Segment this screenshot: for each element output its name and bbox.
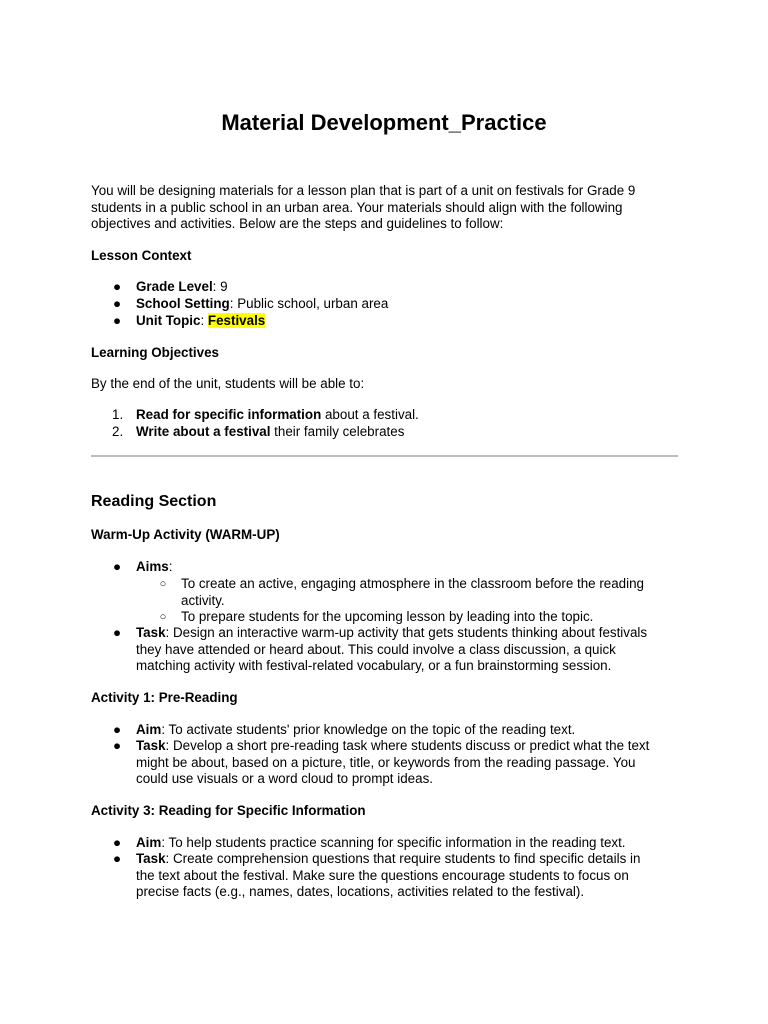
aim-text: : To activate students' prior knowledge on the topic of the reading text. <box>161 722 576 737</box>
intro-line: You will be designing materials for a lesson plan that is part of a unit on festivals for Grade 9 <box>91 183 636 198</box>
grade-level-value: : 9 <box>212 279 228 294</box>
bullet-icon: ● <box>112 835 122 850</box>
activity3-aim-item <box>136 835 626 852</box>
grade-level-item <box>136 279 228 296</box>
unit-topic-label: Unit Topic <box>136 313 201 328</box>
task-line: might be about, based on a picture, title, or keywords from the reading passage. You <box>136 754 636 770</box>
objective-bold: Read for specific information <box>136 407 322 422</box>
bullet-icon: ● <box>112 279 122 294</box>
warmup-heading: Warm-Up Activity (WARM-UP) <box>91 527 280 542</box>
warmup-task-item <box>136 625 647 675</box>
aims-suffix: : <box>168 559 173 574</box>
task-line: could use visuals or a word cloud to prompt ideas. <box>136 771 433 786</box>
warmup-aims-item <box>136 559 172 576</box>
aim-label: Aim <box>136 722 162 737</box>
aim-subitem-line: To prepare students for the upcoming lesson by leading into the topic. <box>181 609 594 624</box>
activity1-task-item <box>136 738 649 788</box>
activity1-heading: Activity 1: Pre-Reading <box>91 690 238 705</box>
task-label: Task <box>136 625 166 640</box>
task-text: : Develop a short pre-reading task where students discuss or predict what the text <box>165 738 650 753</box>
learning-objectives-heading: Learning Objectives <box>91 345 219 360</box>
school-setting-label: School Setting <box>136 296 230 311</box>
task-line: precise facts (e.g., names, dates, locations, activities related to the festival). <box>136 884 585 899</box>
task-line: matching activity with festival-related vocabulary, or a fun brainstorming session. <box>136 658 612 673</box>
intro-line: students in a public school in an urban area. Your materials should align with the following <box>91 199 623 215</box>
activity1-aim-item <box>136 722 575 739</box>
list-number: 2. <box>112 424 124 439</box>
aim-subitem-line: To create an active, engaging atmosphere in the classroom before the reading <box>181 576 645 591</box>
unit-topic-item <box>136 313 265 330</box>
unit-topic-separator: : <box>200 313 208 328</box>
school-setting-item <box>136 296 388 313</box>
school-setting-value: : Public school, urban area <box>229 296 389 311</box>
circle-bullet-icon: ○ <box>159 578 167 590</box>
lesson-context-heading: Lesson Context <box>91 248 192 263</box>
objective-bold: Write about a festival <box>136 424 271 439</box>
aim-subitem <box>181 576 644 609</box>
task-text: : Create comprehension questions that require students to find specific details in <box>165 851 641 866</box>
list-number: 1. <box>112 407 124 422</box>
bullet-icon: ● <box>112 296 122 311</box>
bullet-icon: ● <box>112 851 122 866</box>
bullet-icon: ● <box>112 722 122 737</box>
horizontal-divider <box>91 455 678 457</box>
unit-topic-highlight: Festivals <box>207 313 266 328</box>
task-line: the text about the festival. Make sure the questions encourage students to focus on <box>136 867 629 883</box>
objective-rest: their family celebrates <box>270 424 405 439</box>
aims-label: Aims <box>136 559 169 574</box>
circle-bullet-icon: ○ <box>159 611 167 623</box>
task-text: : Design an interactive warm-up activity that gets students thinking about festivals <box>165 625 648 640</box>
objective-item <box>136 424 404 441</box>
task-label: Task <box>136 851 166 866</box>
objective-item <box>136 407 419 424</box>
aim-subitem <box>181 609 593 626</box>
activity3-heading: Activity 3: Reading for Specific Information <box>91 803 366 818</box>
bullet-icon: ● <box>112 625 122 640</box>
aim-text: : To help students practice scanning for specific information in the reading text. <box>161 835 626 850</box>
task-line: they have attended or heard about. This could involve a class discussion, a quick <box>136 641 616 657</box>
task-label: Task <box>136 738 166 753</box>
activity3-task-item <box>136 851 640 901</box>
objective-rest: about a festival. <box>321 407 419 422</box>
grade-level-label: Grade Level <box>136 279 213 294</box>
aim-label: Aim <box>136 835 162 850</box>
learning-objectives-intro: By the end of the unit, students will be able to: <box>91 376 365 391</box>
bullet-icon: ● <box>112 738 122 753</box>
intro-paragraph <box>91 183 681 233</box>
bullet-icon: ● <box>112 559 122 574</box>
intro-line: objectives and activities. Below are the steps and guidelines to follow: <box>91 216 504 231</box>
reading-section-heading: Reading Section <box>91 493 217 510</box>
bullet-icon: ● <box>112 313 122 328</box>
aim-subitem-line: activity. <box>181 592 225 608</box>
page-title: Material Development_Practice <box>221 110 547 135</box>
